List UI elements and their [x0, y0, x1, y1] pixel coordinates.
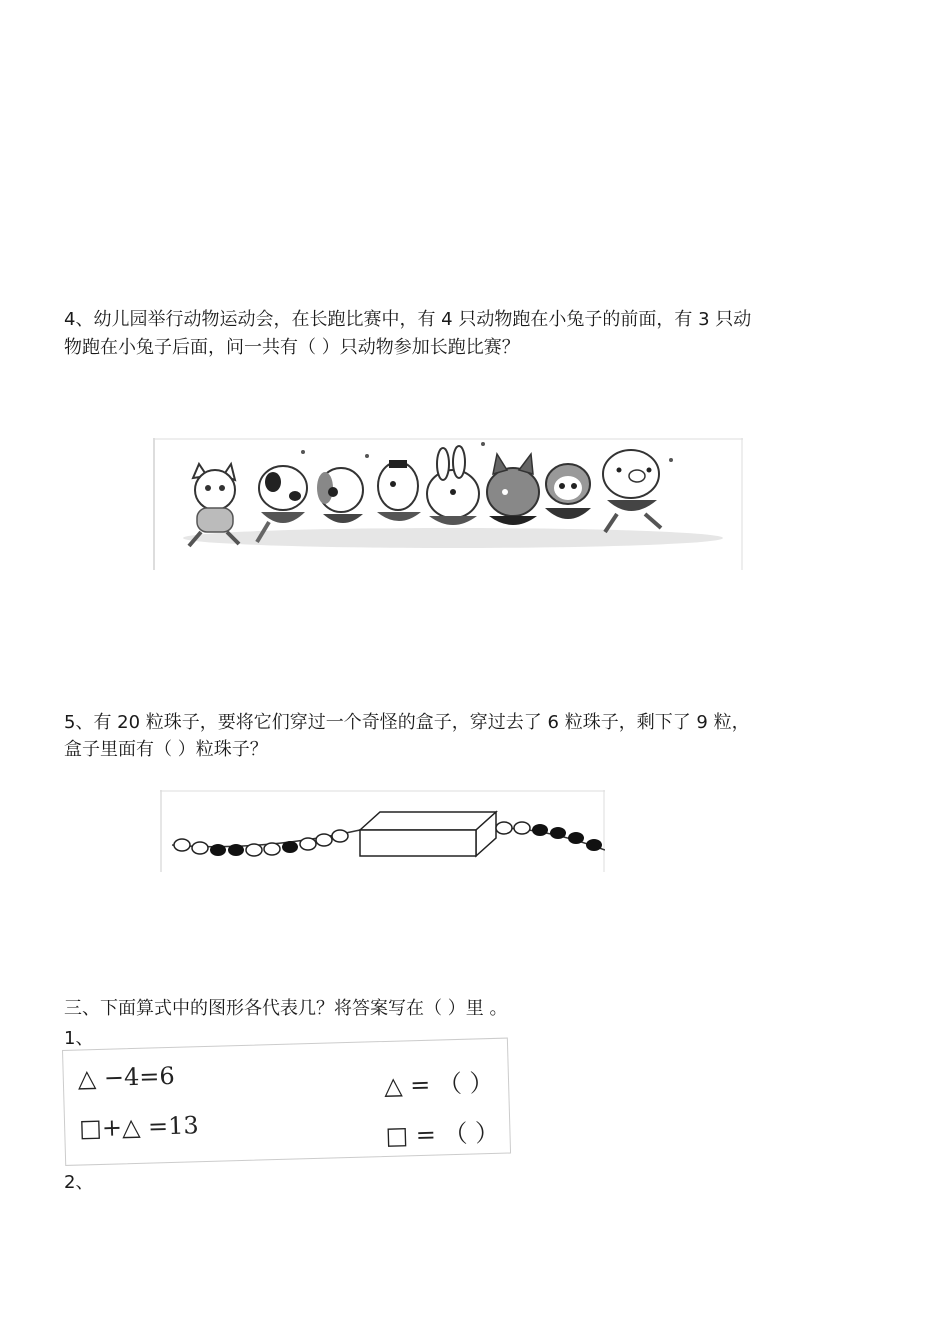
answer-square: □ = （ ） [385, 1118, 500, 1150]
q5-text-line2: 盒子里面有（ ）粒珠子？ [64, 739, 268, 760]
q5-text-line1: 5、有 20 粒珠子，要将它们穿过一个奇怪的盒子，穿过去了 6 粒珠子，剩下了 9 粒， [64, 712, 750, 733]
bead-string-left [174, 830, 348, 856]
mystery-box [360, 812, 496, 856]
beads-box-illustration [160, 790, 605, 872]
dog-figure [317, 468, 363, 523]
q4-text-line2: 物跑在小兔子后面，问一共有（ ）只动物参加长跑比赛？ [64, 337, 520, 358]
equation-2: □+△ =13 [78, 1111, 200, 1143]
fox-figure [487, 454, 539, 525]
q4-text-line1: 4、幼儿园举行动物运动会，在长跑比赛中，有 4 只动物跑在小兔子的前面，有 3 只动 [64, 309, 752, 330]
section3-heading: 三、下面算式中的图形各代表几？将答案写在（ ）里 。 [64, 998, 508, 1019]
horse-figure [377, 460, 421, 521]
bead-string-right [496, 822, 602, 851]
item2-label: 2、 [64, 1172, 94, 1193]
equation-1: △ −4=6 [77, 1061, 176, 1093]
pig-figure [603, 450, 661, 532]
monkey-figure [545, 464, 591, 519]
item1-label: 1、 [64, 1028, 94, 1049]
equation-panel [62, 1038, 511, 1166]
animals-running-illustration [153, 438, 743, 570]
rabbit-figure [427, 446, 479, 525]
answer-triangle: △ = （ ） [383, 1068, 494, 1101]
